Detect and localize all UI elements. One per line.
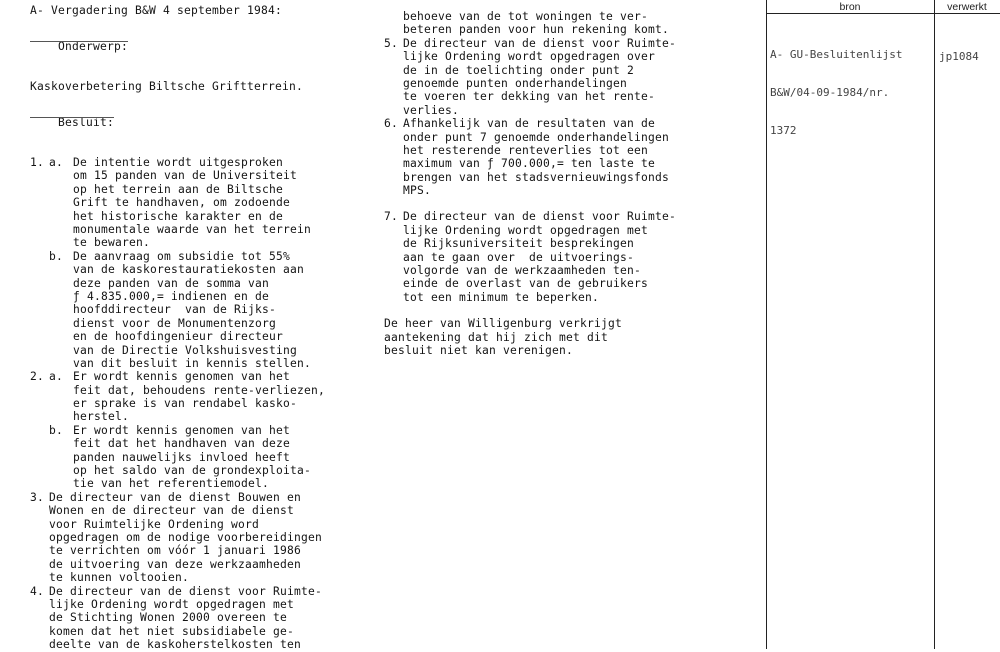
text-line: er sprake is van rendabel kasko-	[73, 397, 298, 411]
table-column-divider	[934, 0, 935, 649]
text-line: de in de toelichting onder punt 2	[403, 63, 635, 77]
text-line: dienst voor de Monumentenzorg	[73, 316, 277, 330]
text-line: maximum van ƒ 700.000,= ten laste te	[403, 157, 656, 171]
decision-subitem	[30, 424, 375, 491]
text-line: de uitvoering van deze werkzaamheden	[49, 557, 302, 571]
text-line: te voeren ter dekking van het rente-	[403, 90, 656, 104]
text-line: volgorde van de werkzaamheden ten-	[403, 264, 642, 278]
table-header-divider	[766, 13, 1000, 14]
text-line: aantekening dat hij zich met dit	[384, 330, 609, 344]
decision-subitem	[30, 156, 375, 250]
text-line: MPS.	[403, 184, 432, 198]
bron-line: B&W/04-09-1984/nr.	[770, 85, 890, 99]
text-line: op het saldo van de grondexploita-	[73, 464, 312, 478]
text-line: Er wordt kennis genomen van het	[73, 370, 291, 384]
decision-label: Besluit:	[58, 115, 115, 129]
source-table	[766, 0, 1000, 649]
text-line: De aanvraag om subsidie tot 55%	[73, 249, 291, 263]
text-line: Afhankelijk van de resultaten van de	[403, 117, 656, 131]
continuation-text	[384, 10, 714, 37]
text-line: en de hoofdingenieur directeur	[73, 330, 284, 344]
text-line: ƒ 4.835.000,= indienen en de	[73, 289, 270, 303]
decision-item	[30, 156, 375, 370]
item-number: 1.	[30, 156, 45, 170]
subject-text: Kaskoverbetering Biltsche Griftterrein.	[30, 80, 304, 94]
text-line: De intentie wordt uitgesproken	[73, 156, 284, 170]
text-line: het resterende renteverlies tot een	[403, 143, 649, 157]
text-line: te kunnen voltooien.	[49, 571, 190, 585]
text-line: verlies.	[403, 103, 460, 117]
left-column	[30, 4, 375, 651]
decision-subitem	[30, 250, 375, 371]
note-paragraph	[384, 317, 714, 357]
text-line: beteren panden voor hun rekening komt.	[403, 23, 670, 37]
text-line: van de kaskorestauratiekosten aan	[73, 263, 305, 277]
text-line: feit dat, behoudens rente-verliezen,	[73, 383, 326, 397]
decision-item	[30, 491, 375, 585]
text-line: brengen van het stadsvernieuwingsfonds	[403, 170, 670, 184]
decision-subitem	[30, 370, 375, 424]
text-line: De heer van Willigenburg verkrijgt	[384, 317, 623, 331]
item-number: 2.	[30, 370, 45, 384]
text-line: De directeur van de dienst voor Ruimte-	[49, 584, 323, 598]
text-line: het historische karakter en de	[73, 209, 284, 223]
text-line: om 15 panden van de Universiteit	[73, 169, 298, 183]
text-line: de Rijksuniversiteit besprekingen	[403, 237, 635, 251]
text-line: de Stichting Wonen 2000 overeen te	[49, 611, 288, 625]
item-number: 7.	[384, 210, 399, 224]
text-line: deze panden van de somma van	[73, 276, 270, 290]
decision-list-continued	[384, 37, 714, 304]
decision-item	[384, 37, 714, 117]
text-line: De directeur van de dienst voor Ruimte-	[403, 210, 677, 224]
meeting-heading: A- Vergadering B&W 4 september 1984:	[30, 4, 283, 17]
item-number: 4.	[30, 584, 45, 598]
text-line: tot een minimum te beperken.	[403, 290, 600, 304]
text-line: van de Directie Volkshuisvesting	[73, 343, 298, 357]
text-line: aan te gaan over de uitvoerings-	[403, 250, 635, 264]
subject-label: Onderwerp:	[58, 39, 129, 53]
text-line: genoemde punten onderhandelingen	[403, 76, 628, 90]
decision-item	[30, 585, 375, 652]
text-line: tie van het referentiemodel.	[73, 477, 270, 491]
decision-underline	[30, 117, 114, 118]
text-line: besluit niet kan verenigen.	[384, 343, 574, 357]
decision-list	[30, 156, 375, 651]
text-line: te bewaren.	[73, 236, 151, 250]
subject-label-wrap	[30, 26, 129, 53]
text-line: lijke Ordening wordt opgedragen met	[49, 597, 295, 611]
text-line: hoofddirecteur van de Rijks-	[73, 303, 277, 317]
text-line: herstel.	[73, 410, 130, 424]
text-line: Grift te handhaven, om zodoende	[73, 196, 291, 210]
subitem-letter: b.	[49, 249, 64, 263]
text-line: Er wordt kennis genomen van het	[73, 423, 291, 437]
text-line: einde de overlast van de gebruikers	[403, 277, 649, 291]
subitem-letter: a.	[49, 370, 64, 384]
verwerkt-cell: jp1084	[939, 50, 979, 63]
decision-label-wrap	[30, 102, 115, 129]
text-line: lijke Ordening wordt opgedragen over	[403, 50, 656, 64]
text-line: onder punt 7 genoemde onderhandelingen	[403, 130, 670, 144]
column-header-bron: bron	[839, 1, 861, 13]
text-line: lijke Ordening wordt opgedragen met	[403, 223, 649, 237]
item-number: 6.	[384, 117, 399, 131]
text-line: behoeve van de tot woningen te ver-	[403, 10, 649, 23]
table-left-border	[766, 0, 767, 649]
text-line: op het terrein aan de Biltsche	[73, 182, 284, 196]
text-line: Wonen en de directeur van de dienst	[49, 504, 295, 518]
text-line: panden nauwelijks invloed heeft	[73, 450, 291, 464]
decision-item	[384, 117, 714, 197]
text-line: opgedragen om de nodige voorbereidingen	[49, 530, 323, 544]
bron-cell	[770, 24, 902, 163]
subject-underline	[30, 41, 128, 42]
item-number: 3.	[30, 490, 45, 504]
bron-line: A- GU-Besluitenlijst	[770, 48, 903, 62]
middle-column	[384, 10, 714, 357]
text-line: De directeur van de dienst voor Ruimte-	[403, 36, 677, 50]
subitem-letter: b.	[49, 423, 64, 437]
text-line: deelte van de kaskoherstelkosten ten	[49, 638, 302, 652]
text-line: komen dat het niet subsidiabele ge-	[49, 624, 295, 638]
decision-item	[30, 370, 375, 491]
text-line: voor Ruimtelijke Ordening word	[49, 517, 260, 531]
column-header-verwerkt: verwerkt	[947, 1, 987, 13]
text-line: monumentale waarde van het terrein	[73, 222, 312, 236]
text-line: te verrichten om vóór 1 januari 1986	[49, 544, 302, 558]
text-line: van dit besluit in kennis stellen.	[73, 356, 312, 370]
text-line: De directeur van de dienst Bouwen en	[49, 490, 302, 504]
text-line: feit dat het handhaven van deze	[73, 437, 291, 451]
decision-item	[384, 210, 714, 304]
item-number: 5.	[384, 36, 399, 50]
bron-line: 1372	[770, 123, 797, 137]
subitem-letter: a.	[49, 156, 64, 170]
